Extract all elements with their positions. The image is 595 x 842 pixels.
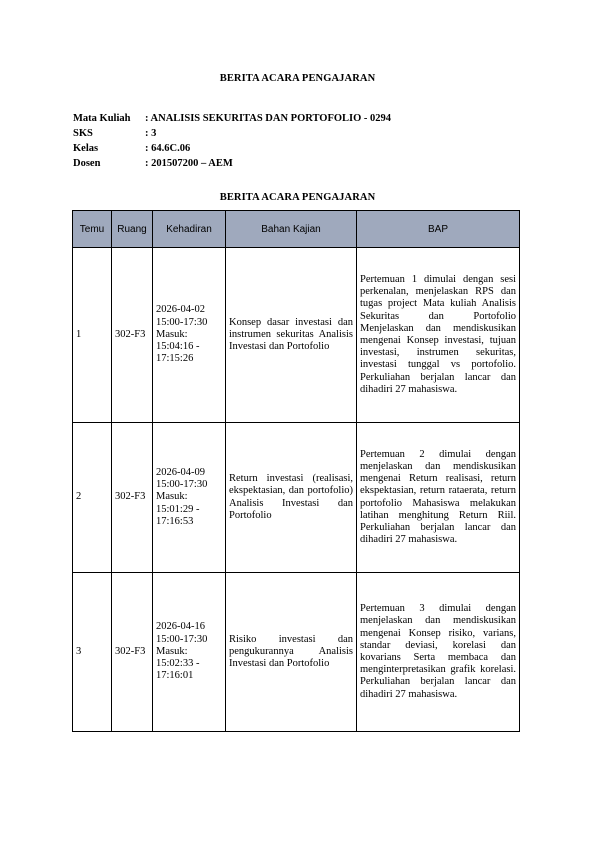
- check-in-label: Masuk:: [156, 645, 188, 657]
- table-row: [73, 573, 520, 732]
- bap-cell: Pertemuan 2 dimulai dengan menjelaskan dan mendiskusikan mengenai Return realisasi, return ekspektasian, return rataerata, return portofolio Mahasiswa melakukan latihan menghitung Return Riil. Perkuliahan berjalan lancar dan dihadiri 27 mahasiswa.: [357, 423, 520, 573]
- kehadiran-cell: [153, 248, 226, 423]
- kehadiran-cell: [153, 423, 226, 573]
- kehadiran-cell: [153, 573, 226, 732]
- course-label: Mata Kuliah: [73, 113, 131, 124]
- check-in-time: 15:04:16 - 17:15:26: [156, 341, 200, 365]
- document-title: BERITA ACARA PENGAJARAN: [219, 73, 376, 84]
- meeting-date: 2026-04-09: [156, 466, 205, 478]
- bahan-kajian-cell: Konsep dasar investasi dan instrumen sekuritas Analisis Investasi dan Portofolio: [226, 248, 357, 423]
- ruang-cell: 302-F3: [112, 248, 153, 423]
- meeting-time: 15:00-17:30: [156, 633, 208, 645]
- course-info-row-lecturer: [73, 158, 391, 173]
- column-header-bahan-kajian: Bahan Kajian: [226, 211, 357, 248]
- class-value: : 64.6C.06: [145, 143, 191, 154]
- bap-table: [72, 210, 520, 732]
- table-header-row: [73, 211, 520, 248]
- bap-cell: Pertemuan 3 dimulai dengan menjelaskan dan mendiskusikan mengenai Konsep risiko, varians, standar deviasi, korelasi dan kovarians Serta membaca dan menginterpretasikan grafik korelasi. Perkuliahan berjalan lancar dan dihadiri 27 mahasiswa.: [357, 573, 520, 732]
- lecturer-label: Dosen: [73, 158, 101, 169]
- sks-label: SKS: [73, 128, 93, 139]
- meeting-date: 2026-04-16: [156, 621, 205, 633]
- check-in-label: Masuk:: [156, 328, 188, 340]
- temu-cell: 1: [73, 248, 112, 423]
- class-label: Kelas: [73, 143, 99, 154]
- sks-value: : 3: [145, 128, 157, 139]
- course-info-row-course: [73, 113, 391, 128]
- check-in-label: Masuk:: [156, 491, 188, 503]
- course-value: : ANALISIS SEKURITAS DAN PORTOFOLIO - 0294: [145, 113, 392, 124]
- course-info: [73, 113, 391, 173]
- meeting-time: 15:00-17:30: [156, 479, 208, 491]
- meeting-time: 15:00-17:30: [156, 316, 208, 328]
- column-header-ruang: Ruang: [112, 211, 153, 248]
- check-in-time: 15:02:33 - 17:16:01: [156, 658, 200, 682]
- bahan-kajian-cell: Risiko investasi dan pengukurannya Analisis Investasi dan Portofolio: [226, 573, 357, 732]
- meeting-date: 2026-04-02: [156, 304, 205, 316]
- table-row: [73, 423, 520, 573]
- check-in-time: 15:01:29 - 17:16:53: [156, 503, 200, 527]
- course-info-row-sks: [73, 128, 391, 143]
- temu-cell: 3: [73, 573, 112, 732]
- table-title: BERITA ACARA PENGAJARAN: [219, 192, 376, 203]
- bahan-kajian-cell: Return investasi (realisasi, ekspektasian, dan portofolio) Analisis Investasi dan Portofolio: [226, 423, 357, 573]
- table-row: [73, 248, 520, 423]
- bap-cell: Pertemuan 1 dimulai dengan sesi perkenalan, menjelaskan RPS dan tugas project Mata kuliah Analisis Sekuritas dan Portofolio Menjelaskan dan mendiskusikan mengenai Konsep investasi, tujuan investasi, instrumen sekuritas, investasi tunggal vs portofolio. Perkuliahan berjalan lancar dan dihadiri 27 mahasiswa.: [357, 248, 520, 423]
- ruang-cell: 302-F3: [112, 423, 153, 573]
- column-header-bap: BAP: [357, 211, 520, 248]
- course-info-row-class: [73, 143, 391, 158]
- ruang-cell: 302-F3: [112, 573, 153, 732]
- column-header-temu: Temu: [73, 211, 112, 248]
- column-header-kehadiran: Kehadiran: [153, 211, 226, 248]
- temu-cell: 2: [73, 423, 112, 573]
- lecturer-value: : 201507200 – AEM: [145, 158, 233, 169]
